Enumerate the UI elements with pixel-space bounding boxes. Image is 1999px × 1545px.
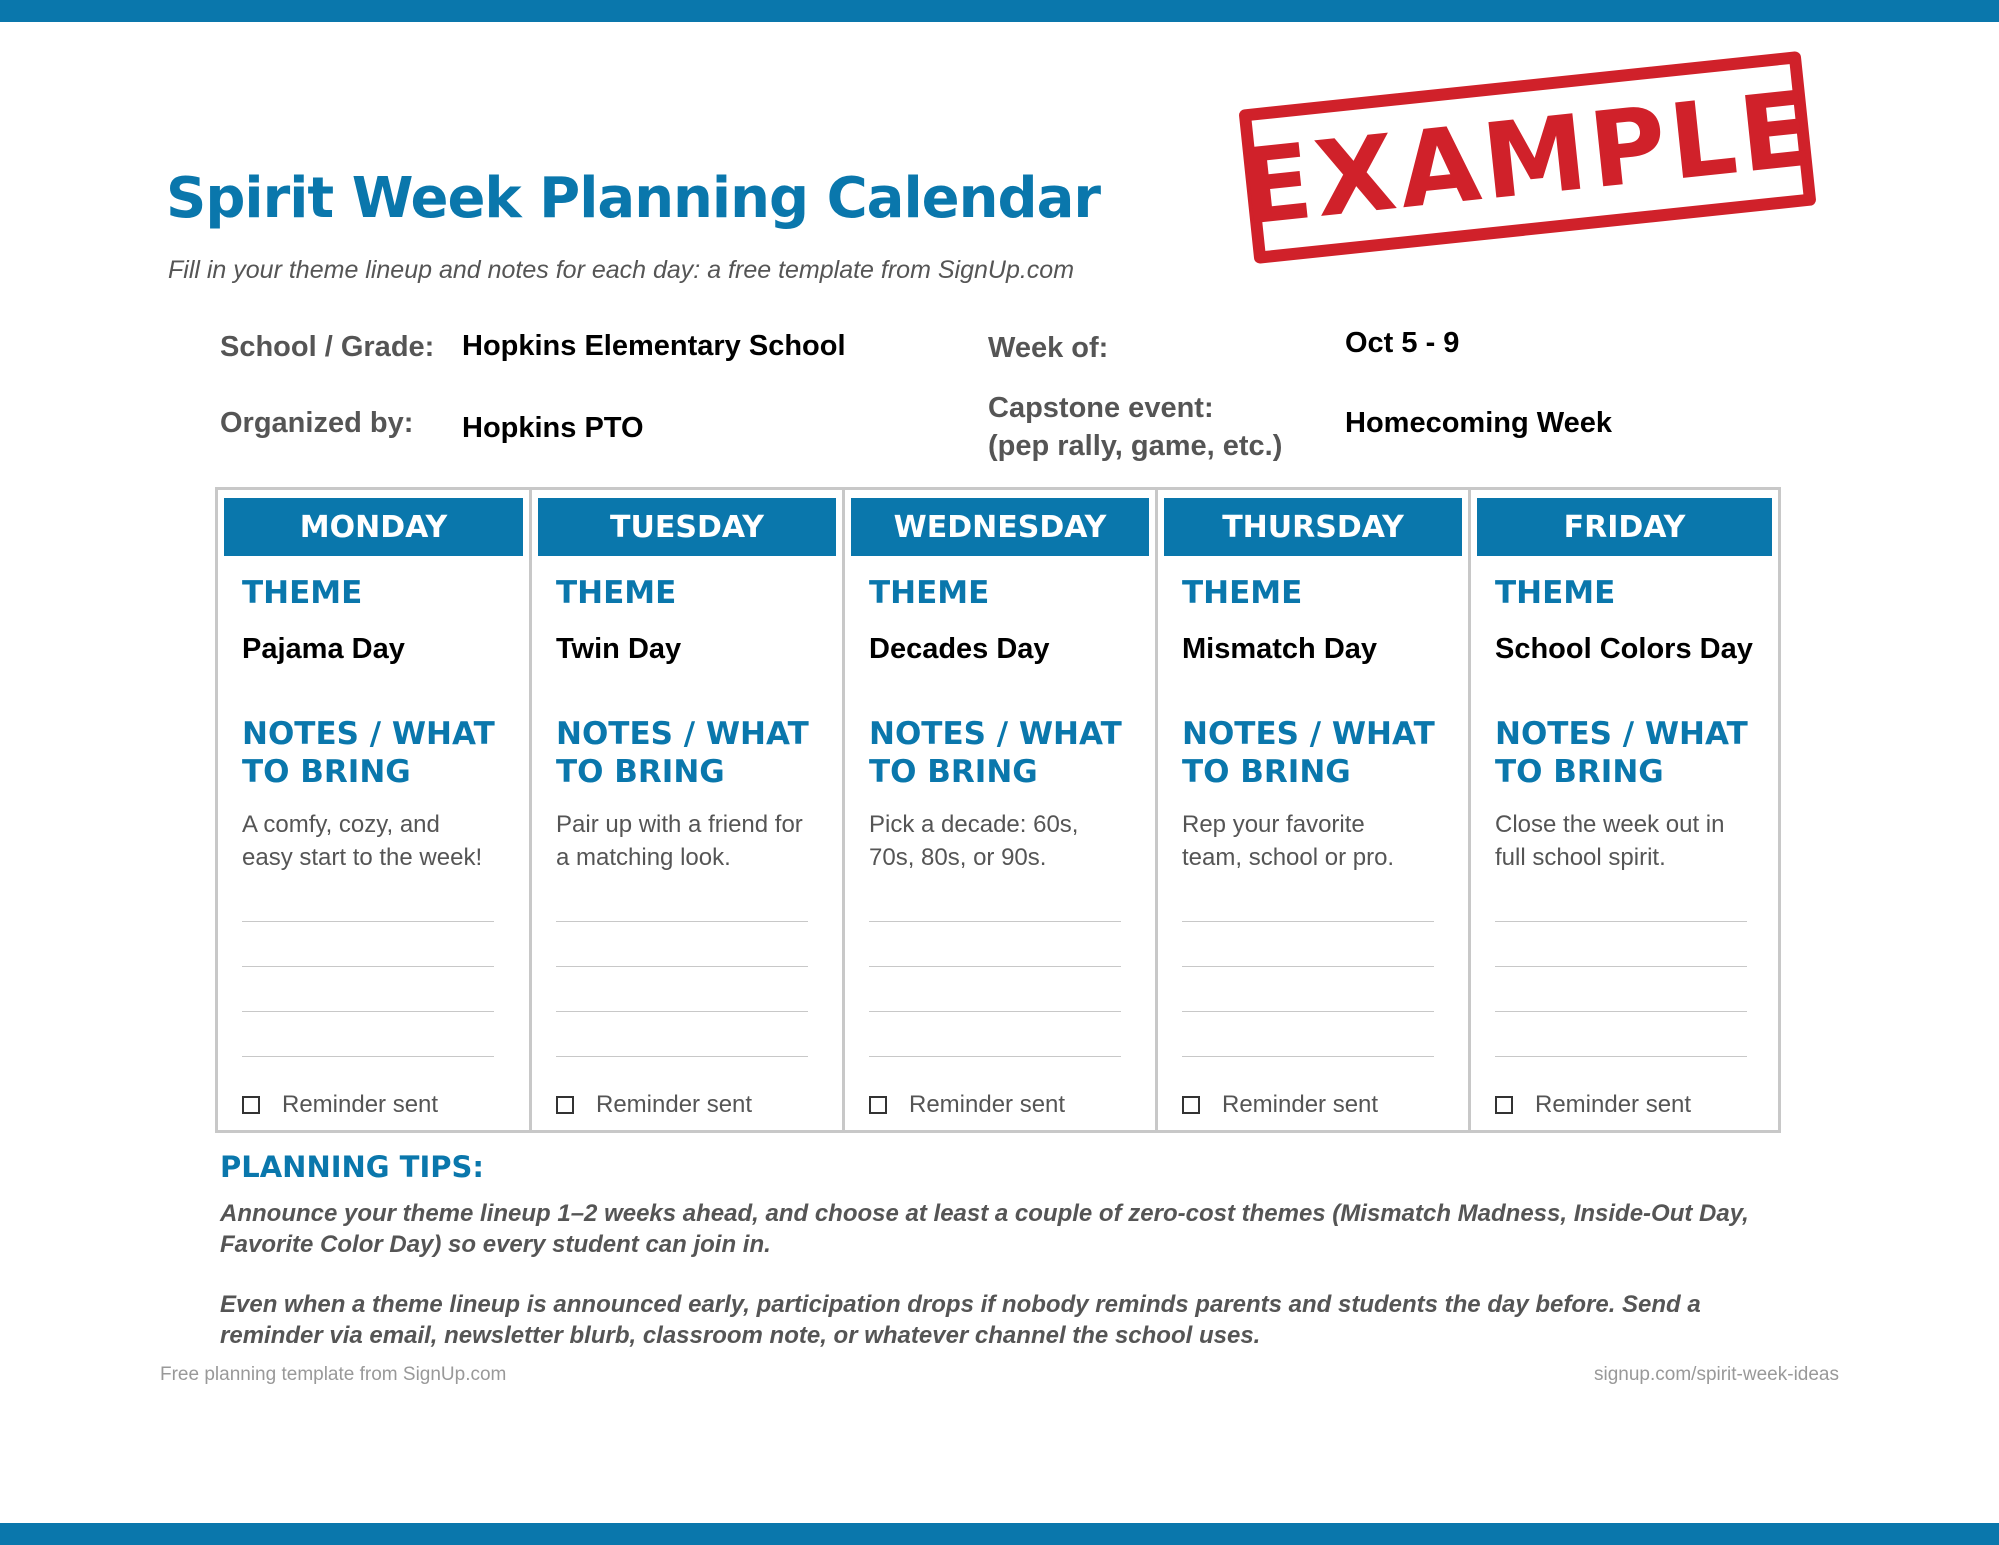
organizer-label: Organized by: xyxy=(220,407,414,439)
capstone-label-line1: Capstone event: xyxy=(988,392,1214,424)
notes-text xyxy=(1495,808,1760,874)
notes-label xyxy=(556,715,809,791)
notes-line2: 70s, 80s, or 90s. xyxy=(869,844,1047,871)
theme-label: THEME xyxy=(242,575,363,611)
theme-value: Twin Day xyxy=(556,633,682,665)
notes-line1: Rep your favorite xyxy=(1182,811,1365,838)
note-line xyxy=(1182,921,1434,922)
planning-tip: Even when a theme lineup is announced early, participation drops if nobody reminds parents and students the day before. Send a reminder via email, newsletter blurb, classroom note, or whatever channel the school uses. xyxy=(220,1291,1701,1349)
note-line xyxy=(556,966,808,967)
day-column-wednesday xyxy=(845,490,1158,1130)
note-line xyxy=(869,921,1121,922)
notes-line2: full school spirit. xyxy=(1495,844,1666,871)
note-line xyxy=(242,1011,494,1012)
note-line xyxy=(1182,966,1434,967)
reminder-checkbox-row[interactable] xyxy=(1495,1091,1691,1119)
reminder-label: Reminder sent xyxy=(596,1091,753,1118)
note-line xyxy=(869,1056,1121,1057)
day-header: MONDAY xyxy=(224,498,523,556)
notes-line1: A comfy, cozy, and xyxy=(242,811,440,838)
example-stamp-text: EXAMPLE xyxy=(1234,66,1821,249)
theme-value: School Colors Day xyxy=(1495,633,1753,665)
note-line xyxy=(556,921,808,922)
reminder-checkbox-row[interactable] xyxy=(1182,1091,1378,1119)
note-line xyxy=(242,1056,494,1057)
note-line xyxy=(869,1011,1121,1012)
note-line xyxy=(242,966,494,967)
note-line xyxy=(1182,1011,1434,1012)
footer-credit: Free planning template from SignUp.com xyxy=(160,1364,507,1385)
planning-tip: Announce your theme lineup 1–2 weeks ahead, and choose at least a couple of zero-cost themes (Mismatch Madness, Inside-Out Day, Favorite Color Day) so every student can join in. xyxy=(220,1200,1749,1258)
notes-label-line2: TO BRING xyxy=(869,754,1038,790)
notes-label xyxy=(1182,715,1435,791)
reminder-checkbox[interactable] xyxy=(242,1096,260,1114)
theme-label: THEME xyxy=(1182,575,1303,611)
reminder-label: Reminder sent xyxy=(909,1091,1066,1118)
notes-line1: Close the week out in xyxy=(1495,811,1725,838)
notes-label-line1: NOTES / WHAT xyxy=(869,716,1122,752)
capstone-value: Homecoming Week xyxy=(1345,407,1612,439)
theme-label: THEME xyxy=(1495,575,1616,611)
reminder-label: Reminder sent xyxy=(1222,1091,1379,1118)
week-label: Week of: xyxy=(988,332,1109,364)
reminder-checkbox-row[interactable] xyxy=(869,1091,1065,1119)
note-line xyxy=(1495,921,1747,922)
reminder-checkbox[interactable] xyxy=(556,1096,574,1114)
notes-label-line1: NOTES / WHAT xyxy=(556,716,809,752)
notes-label xyxy=(869,715,1122,791)
day-header: THURSDAY xyxy=(1164,498,1462,556)
note-line xyxy=(242,921,494,922)
theme-label: THEME xyxy=(556,575,677,611)
reminder-checkbox[interactable] xyxy=(869,1096,887,1114)
notes-text xyxy=(1182,808,1447,874)
notes-label-line2: TO BRING xyxy=(242,754,411,790)
note-line xyxy=(869,966,1121,967)
notes-label-line1: NOTES / WHAT xyxy=(1495,716,1748,752)
note-line xyxy=(556,1011,808,1012)
note-line xyxy=(556,1056,808,1057)
planning-tips-title: PLANNING TIPS: xyxy=(220,1150,484,1184)
bottom-border-bar xyxy=(0,1523,1999,1545)
note-line xyxy=(1495,966,1747,967)
notes-label xyxy=(1495,715,1748,791)
notes-line2: easy start to the week! xyxy=(242,844,483,871)
note-line xyxy=(1182,1056,1434,1057)
day-header: TUESDAY xyxy=(538,498,836,556)
theme-value: Pajama Day xyxy=(242,633,405,665)
theme-label: THEME xyxy=(869,575,990,611)
page-subtitle: Fill in your theme lineup and notes for each day: a free template from SignUp.com xyxy=(168,256,1075,284)
page-title: Spirit Week Planning Calendar xyxy=(166,166,1100,231)
day-column-monday xyxy=(218,490,532,1130)
reminder-checkbox-row[interactable] xyxy=(556,1091,752,1119)
school-label: School / Grade: xyxy=(220,331,435,363)
reminder-checkbox[interactable] xyxy=(1495,1096,1513,1114)
note-line xyxy=(1495,1056,1747,1057)
example-stamp xyxy=(1234,51,1821,264)
reminder-checkbox-row[interactable] xyxy=(242,1091,438,1119)
theme-value: Mismatch Day xyxy=(1182,633,1378,665)
day-column-friday xyxy=(1471,490,1778,1130)
notes-line2: a matching look. xyxy=(556,844,731,871)
notes-label-line2: TO BRING xyxy=(1495,754,1664,790)
footer-url[interactable]: signup.com/spirit-week-ideas xyxy=(1594,1364,1839,1385)
reminder-checkbox[interactable] xyxy=(1182,1096,1200,1114)
notes-label xyxy=(242,715,495,791)
notes-line2: team, school or pro. xyxy=(1182,844,1395,871)
notes-text xyxy=(869,808,1134,874)
day-header: WEDNESDAY xyxy=(851,498,1149,556)
week-value: Oct 5 - 9 xyxy=(1345,327,1460,359)
notes-line1: Pair up with a friend for xyxy=(556,811,803,838)
reminder-label: Reminder sent xyxy=(1535,1091,1692,1118)
capstone-label xyxy=(988,389,1282,465)
reminder-label: Reminder sent xyxy=(282,1091,439,1118)
notes-text xyxy=(556,808,821,874)
notes-label-line1: NOTES / WHAT xyxy=(242,716,495,752)
notes-label-line1: NOTES / WHAT xyxy=(1182,716,1435,752)
top-border-bar xyxy=(0,0,1999,22)
day-header: FRIDAY xyxy=(1477,498,1772,556)
organizer-value: Hopkins PTO xyxy=(462,412,644,444)
notes-label-line2: TO BRING xyxy=(1182,754,1351,790)
week-calendar-grid xyxy=(215,487,1781,1133)
theme-value: Decades Day xyxy=(869,633,1050,665)
school-value: Hopkins Elementary School xyxy=(462,330,846,362)
notes-label-line2: TO BRING xyxy=(556,754,725,790)
note-line xyxy=(1495,1011,1747,1012)
day-column-thursday xyxy=(1158,490,1471,1130)
capstone-label-line2: (pep rally, game, etc.) xyxy=(988,430,1283,462)
notes-line1: Pick a decade: 60s, xyxy=(869,811,1079,838)
notes-text xyxy=(242,808,507,874)
day-column-tuesday xyxy=(532,490,845,1130)
